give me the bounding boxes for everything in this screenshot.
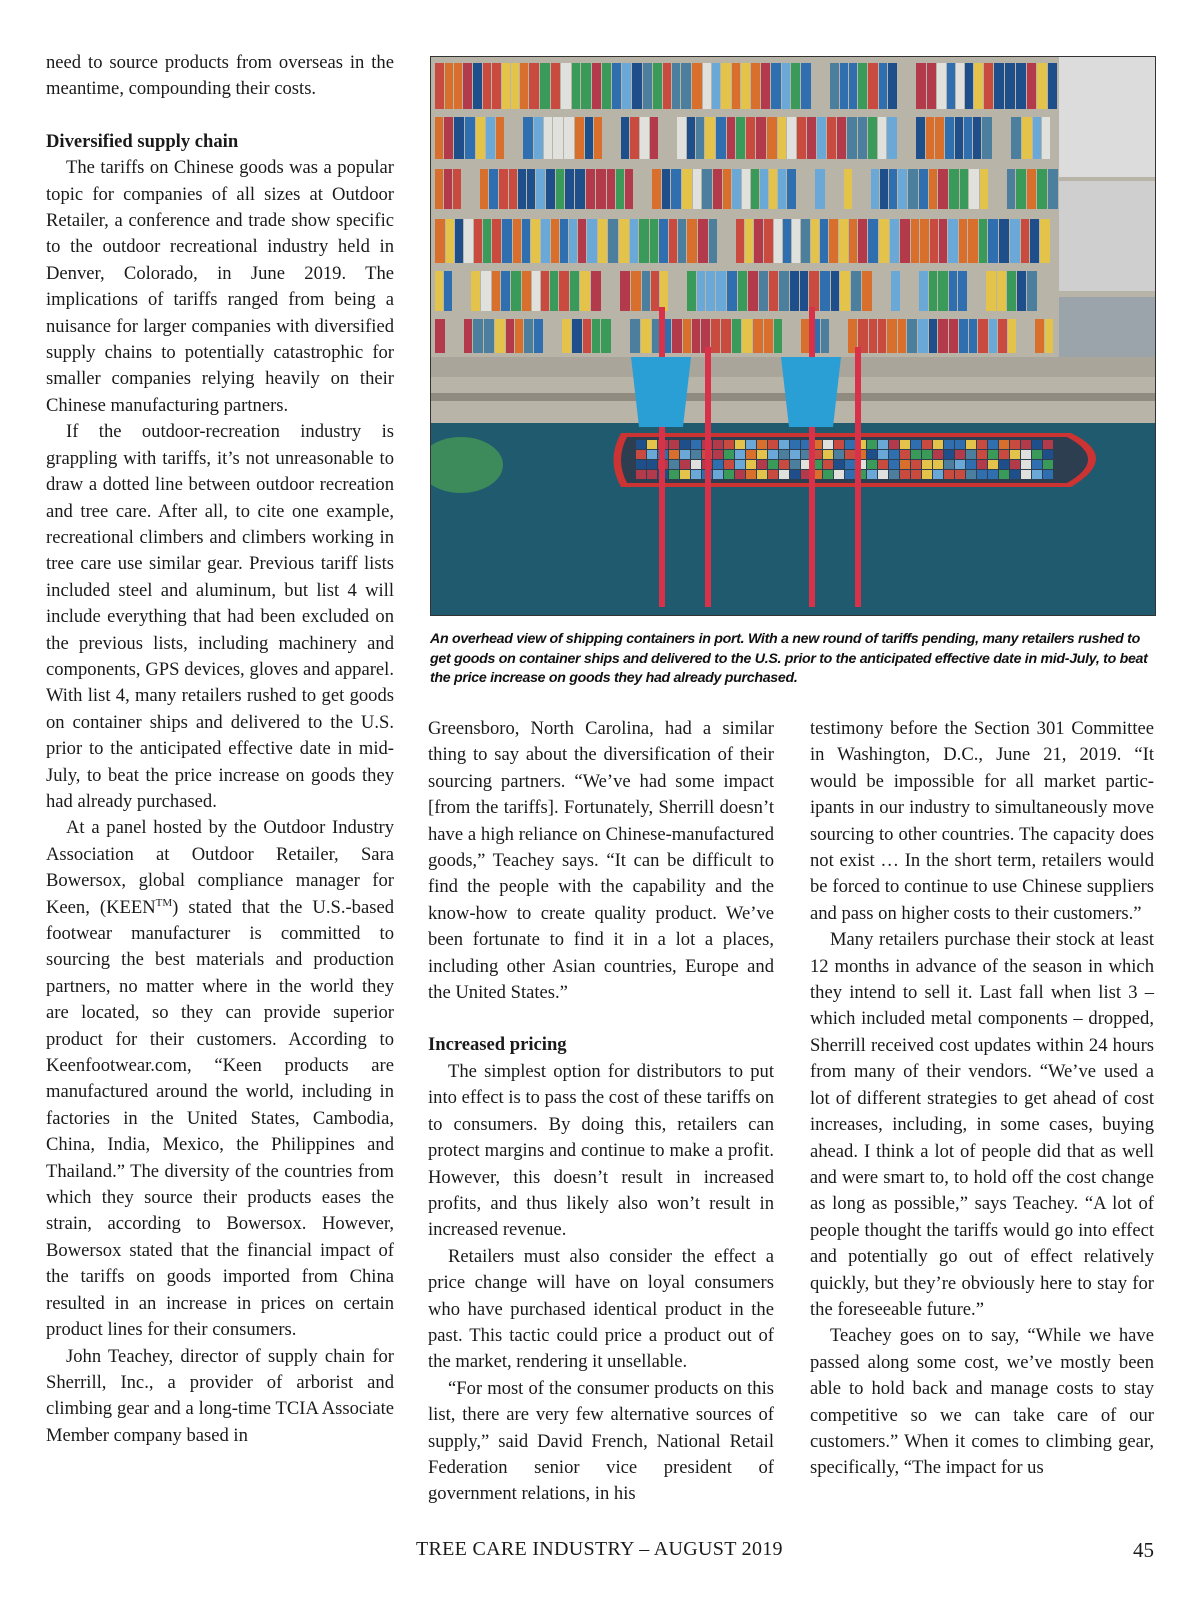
paragraph: At a panel hosted by the Outdoor Industry Association at Outdoor Retailer, Sara Bowersox, global compliance manager for Keen, (KEEN™) stated that the U.S.-based footwear manufacturer is committed to sourcing the best materials and production partners, no matter where in the world they are located, so they can provide superior product for their customers. According to Keenfootwear.com, “Keen products are manufactured around the world, including in factories in the United States, Cambodia, China, India, Mexico, the Philippines and Thailand.” The diversity of the countries from which they source their products eases the strain, according to Bowersox. However, Bowersox stated that the financial impact of the tariffs on goods imported from China resulted in an increase in prices on certain product lines for their consumers. — [46, 817, 394, 1341]
paragraph: Retailers must also consider the effect a price change will have on loyal consumers who have purchased identical product in the past. This tactic could price a product out of the market, rendering it unsellable. — [428, 1245, 774, 1373]
section-heading: Diversified supply chain — [46, 130, 239, 152]
page-number: 45 — [1133, 1538, 1154, 1562]
section-heading: Increased pricing — [428, 1034, 567, 1056]
warehouse — [1059, 297, 1155, 357]
trademark-mark: TM — [155, 896, 173, 909]
paragraph: The tariffs on Chinese goods was a popular topic for companies of all sizes at Outdoor Retailer, a conference and trade show specific to the outdoor recreational industry held in Denver, Colorado, in June 2019. The implications of tariffs ranged from being a nuisance for larger companies with diversified supply chains to potentially catastrophic for smaller companies relying heavily on their Chinese manufacturing partners. — [46, 157, 394, 416]
paragraph: testimony before the Section 301 Committee in Washington, D.C., June 21, 2019. “It would be impossible for all market participants in our industry to simultaneously move sourcing to other countries. The capacity does not exist … In the short term, retailers would be forced to continue to use Chinese suppliers and pass on higher costs to their customers.” — [810, 718, 1154, 924]
article-column-2 — [428, 716, 774, 1508]
article-column-1 — [46, 50, 394, 1449]
paragraph: The simplest option for distributors to put into effect is to pass the cost of these tariffs on to consumers. By doing this, retailers can protect margins and continue to make a profit. However, this doesn’t result in increased profits, and thus likely also won’t result in increased revenue. — [428, 1060, 774, 1241]
paragraph: “For most of the consumer products on this list, there are very few alternative sources of supply,” said David French, National Retail Federation senior vice president of government relations, in his — [428, 1377, 774, 1505]
paragraph: Many retailers purchase their stock at least 12 months in advance of the season in which they intend to sell it. Last fall when list 3 – which included metal components – dropped, Sherrill received cost updates within 24 hours from many of their vendors. “We’ve used a lot of different strategies to get ahead of cost increases, including, in some cases, buying ahead. I think a lot of people did that as well and were smart to, to hold off the cost change as long as possible,” says Teachey. “A lot of people thought the tariffs would go into effect and potentially go out of effect relatively quickly, but they’re obviously here to stay for the foreseeable future.” — [810, 929, 1154, 1320]
paragraph: need to source products from overseas in the meantime, compounding their costs. — [46, 52, 394, 100]
paragraph: If the outdoor-recreation industry is grappling with tariffs, it’s not unreasonable to draw a dotted line between outdoor recreation and tree care. After all, to cite one example, recreational climbers and climbers working in tree care use similar gear. Previous tariff lists included steel and aluminum, but list 4 will include everything that had been excluded on the previous lists, including machinery and components, GPS devices, gloves and apparel. With list 4, many retailers rushed to get goods on container ships and delivered to the U.S. prior to the anticipated effective date in mid-July, to beat the price increase on goods they had already purchased. — [46, 421, 394, 812]
paragraph: Greensboro, North Carolina, had a similar thing to say about the diversification of their sourcing partners. “We’ve had some impact [from the tariffs]. Fortunately, Sherrill doesn’t have a high reliance on Chinese-manufactured goods,” Teachey says. “It can be difficult to find the people with the capability and the know-how to create quality product. We’ve been fortunate to find it in a lot a places, including other Asian countries, Europe and the United States.” — [428, 718, 774, 1004]
article-column-3 — [810, 716, 1154, 1482]
paragraph: Teachey goes on to say, “While we have passed along some cost, we’ve mostly been able to hold back and manage costs to stay competitive so we can take care of our customers.” When it comes to climbing gear, specifically, “The impact for us — [810, 1325, 1154, 1479]
paragraph: John Teachey, director of supply chain for Sherrill, Inc., a provider of arborist and climbing gear and a long-time TCIA Associate Member company based in — [46, 1345, 394, 1446]
warehouse — [1059, 181, 1155, 291]
magazine-issue: TREE CARE INDUSTRY – AUGUST 2019 — [416, 1538, 783, 1560]
photo-caption: An overhead view of shipping containers in port. With a new round of tariffs pending, many retailers rushed to get goods on container ships and delivered to the U.S. prior to the anticipated effective date in mid-July, to beat the price increase on goods they had already purchased. — [430, 631, 1148, 687]
port-containers-photo — [430, 56, 1156, 616]
page-footer — [0, 1538, 1200, 1568]
warehouse — [1059, 57, 1155, 177]
